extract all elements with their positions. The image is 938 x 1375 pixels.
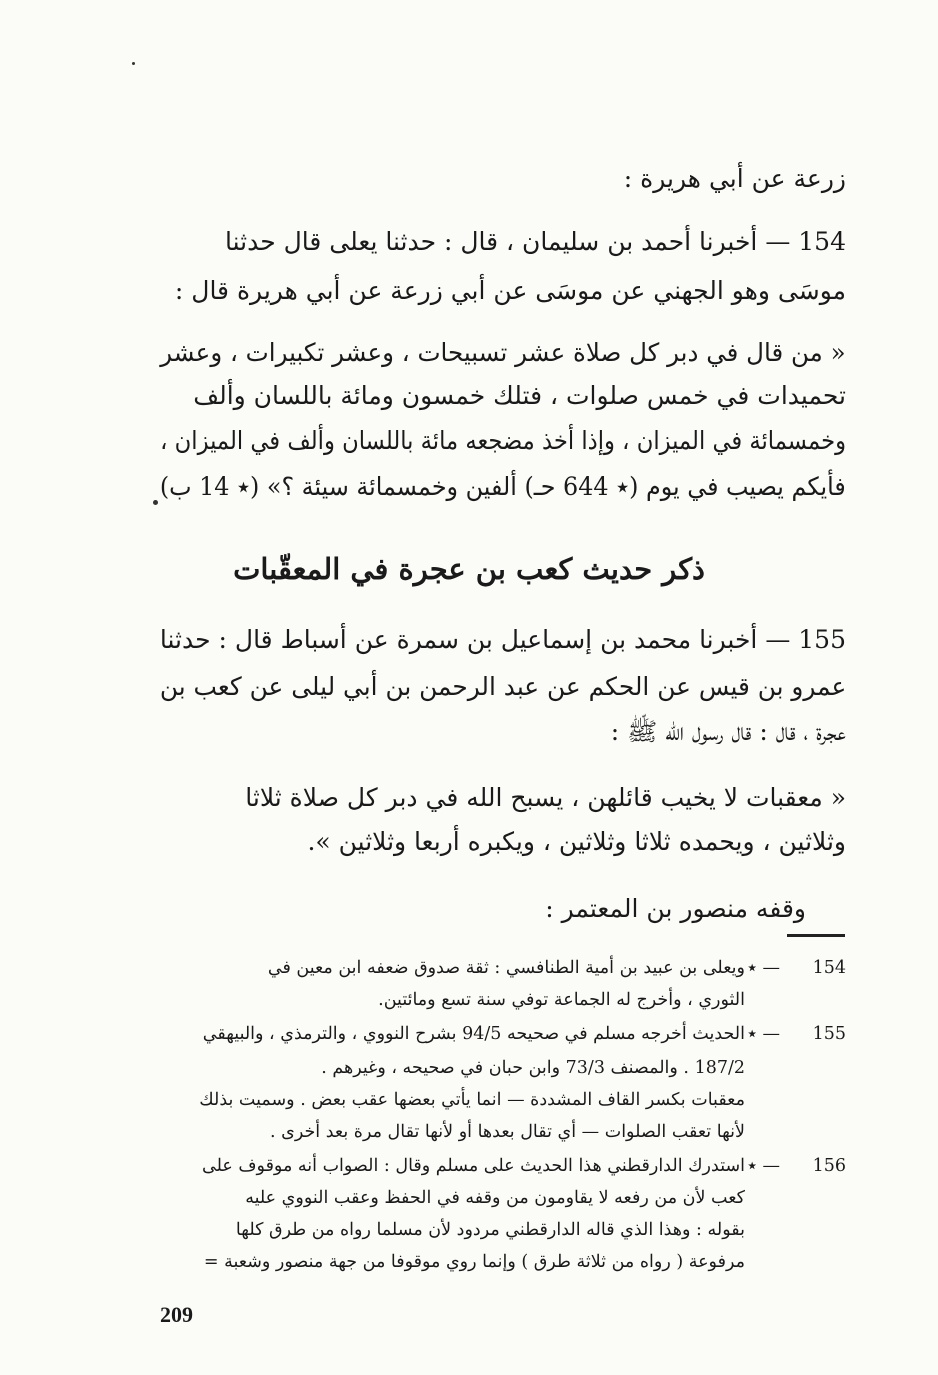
footnote-line: 187/2 . والمصنف 73/3 وابن حبان في صحيحه ، وغيرهم .	[321, 1058, 745, 1078]
footnote-line: مرفوعة ( رواه من ثلاثة طرق ) وإنما روي موقوفا من جهة منصور وشعبة =	[203, 1252, 745, 1272]
text-line: موسَى وهو الجهني عن موسَى عن أبي زرعة عن أبي هريرة قال :	[174, 276, 846, 305]
section-heading: ذكر حديث كعب بن عجرة في المعقّبات	[233, 552, 705, 586]
text-line: عمرو بن قيس عن الحكم عن عبد الرحمن بن أبي ليلى عن كعب بن	[159, 672, 846, 701]
scan-speck	[132, 62, 135, 65]
footnote-line: الحديث أخرجه مسلم في صحيحه 94/5 بشرح النووي ، والترمذي ، والبيهقي	[202, 1024, 745, 1044]
footnote-number: 154	[812, 958, 846, 978]
footnote-line: كعب لأن من رفعه لا يقاومون من وقفه في الحفظ وعقب النووي عليه	[245, 1188, 745, 1208]
text-line: 155 — أخبرنا محمد بن إسماعيل بن سمرة عن أسباط قال : حدثنا	[159, 625, 846, 654]
footnote-line: لأنها تعقب الصلوات — أي تقال بعدها أو لأنها تقال مرة بعد أخرى .	[270, 1122, 745, 1142]
footnote-marker: — ٭	[747, 1024, 780, 1044]
text-line: زرعة عن أبي هريرة :	[623, 164, 846, 193]
footnote-marker: — ٭	[747, 958, 780, 978]
footnote-line: معقبات بكسر القاف المشددة — انما يأتي بعضها عقب بعض . وسميت بذلك	[199, 1090, 745, 1110]
text-line: 154 — أخبرنا أحمد بن سليمان ، قال : حدثنا يعلى قال حدثنا	[224, 227, 846, 256]
footnote-separator	[787, 934, 845, 937]
footnote-line: الثوري ، وأخرج له الجماعة توفي سنة تسع ومائتين.	[378, 990, 745, 1010]
page-number: 209	[160, 1302, 193, 1327]
text-line: عجرة ، قال : قال رسول الله ﷺ :	[610, 717, 846, 746]
text-line: تحميدات في خمس صلوات ، فتلك خمسون ومائة باللسان وألف	[193, 381, 846, 410]
footnote-marker: — ٭	[747, 1156, 780, 1176]
footnote-line: استدرك الدارقطني هذا الحديث على مسلم وقال : الصواب أنه موقوف على	[202, 1156, 745, 1176]
footnote-line: بقوله : وهذا الذي قاله الدارقطني مردود لأن مسلما رواه من طرق كلها	[235, 1220, 745, 1240]
text-line: فأيكم يصيب في يوم (٭ 644 حـ) ألفين وخمسمائة سيئة ؟» (٭ 14 ب)	[160, 472, 846, 501]
text-line: وقفه منصور بن المعتمر :	[545, 894, 806, 923]
text-line: وخمسمائة في الميزان ، وإذا أخذ مضجعه مائة باللسان وألف في الميزان ،	[160, 426, 846, 455]
footnote-line: ويعلى بن عبيد بن أمية الطنافسي : ثقة صدوق ضعفه ابن معين في	[267, 958, 745, 978]
footnote-number: 155	[812, 1024, 846, 1044]
scan-speck	[153, 500, 158, 505]
text-line: « من قال في دبر كل صلاة عشر تسبيحات ، وعشر تكبيرات ، وعشر	[160, 338, 846, 367]
text-line: « معقبات لا يخيب قائلهن ، يسبح الله في دبر كل صلاة ثلاثا	[245, 783, 846, 812]
text-line: وثلاثين ، ويحمده ثلاثا وثلاثين ، ويكبره أربعا وثلاثين ».	[307, 827, 846, 856]
footnote-number: 156	[812, 1156, 846, 1176]
